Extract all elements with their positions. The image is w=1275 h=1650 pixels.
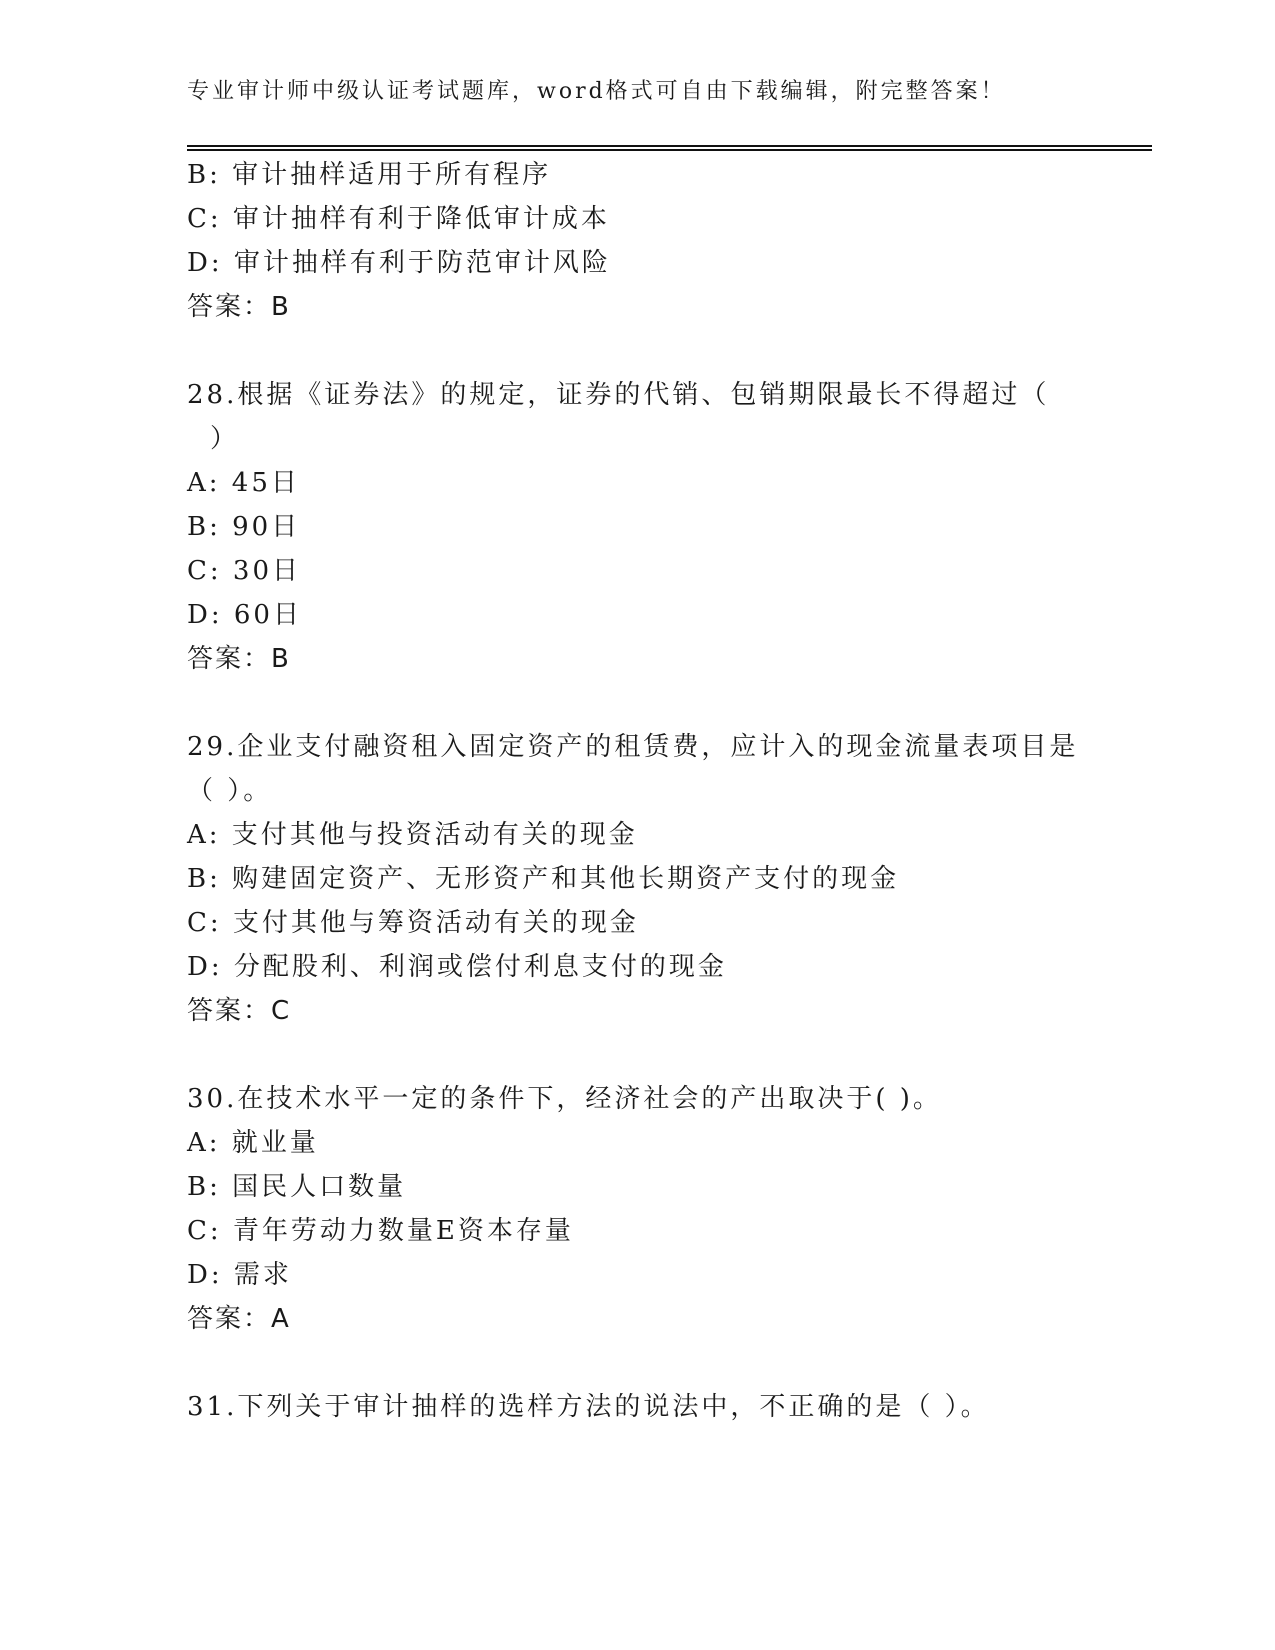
q28-option-a: A: 45日: [187, 468, 300, 498]
q28-stem-line-1: 28.根据《证券法》的规定，证券的代销、包销期限最长不得超过（: [187, 380, 1050, 410]
q28-option-d: D: 60日: [187, 600, 302, 630]
q30-option-a: A: 就业量: [187, 1128, 319, 1158]
q27-answer: 答案：B: [187, 292, 291, 322]
q27-option-b: B: 审计抽样适用于所有程序: [187, 160, 552, 190]
q28-option-c: C: 30日: [187, 556, 302, 586]
q30-option-c: C: 青年劳动力数量E资本存量: [187, 1216, 574, 1246]
q29-option-c: C: 支付其他与筹资活动有关的现金: [187, 908, 639, 938]
q30-option-d: D: 需求: [187, 1260, 292, 1290]
q30-option-b: B: 国民人口数量: [187, 1172, 407, 1202]
q29-option-d: D: 分配股利、利润或偿付利息支付的现金: [187, 952, 727, 982]
q28-answer: 答案：B: [187, 644, 291, 674]
q30-answer: 答案：A: [187, 1304, 291, 1334]
header-divider: [187, 145, 1152, 151]
q30-stem-line-1: 30.在技术水平一定的条件下，经济社会的产出取决于( )。: [187, 1084, 942, 1114]
q27-option-d: D: 审计抽样有利于防范审计风险: [187, 248, 611, 278]
header-title: 专业审计师中级认证考试题库，word格式可自由下载编辑，附完整答案！: [187, 79, 1006, 104]
q29-option-a: A: 支付其他与投资活动有关的现金: [187, 820, 638, 850]
q29-stem-line-1: 29.企业支付融资租入固定资产的租赁费，应计入的现金流量表项目是: [187, 732, 1079, 762]
q28-stem-line-2: ）: [210, 424, 240, 454]
q29-stem-line-2: （ ）。: [187, 776, 273, 806]
q28-option-b: B: 90日: [187, 512, 301, 542]
q29-answer: 答案：C: [187, 996, 292, 1026]
q31-stem-line-1: 31.下列关于审计抽样的选样方法的说法中，不正确的是（ ）。: [187, 1392, 990, 1422]
q29-option-b: B: 购建固定资产、无形资产和其他长期资产支付的现金: [187, 864, 900, 894]
q27-option-c: C: 审计抽样有利于降低审计成本: [187, 204, 610, 234]
